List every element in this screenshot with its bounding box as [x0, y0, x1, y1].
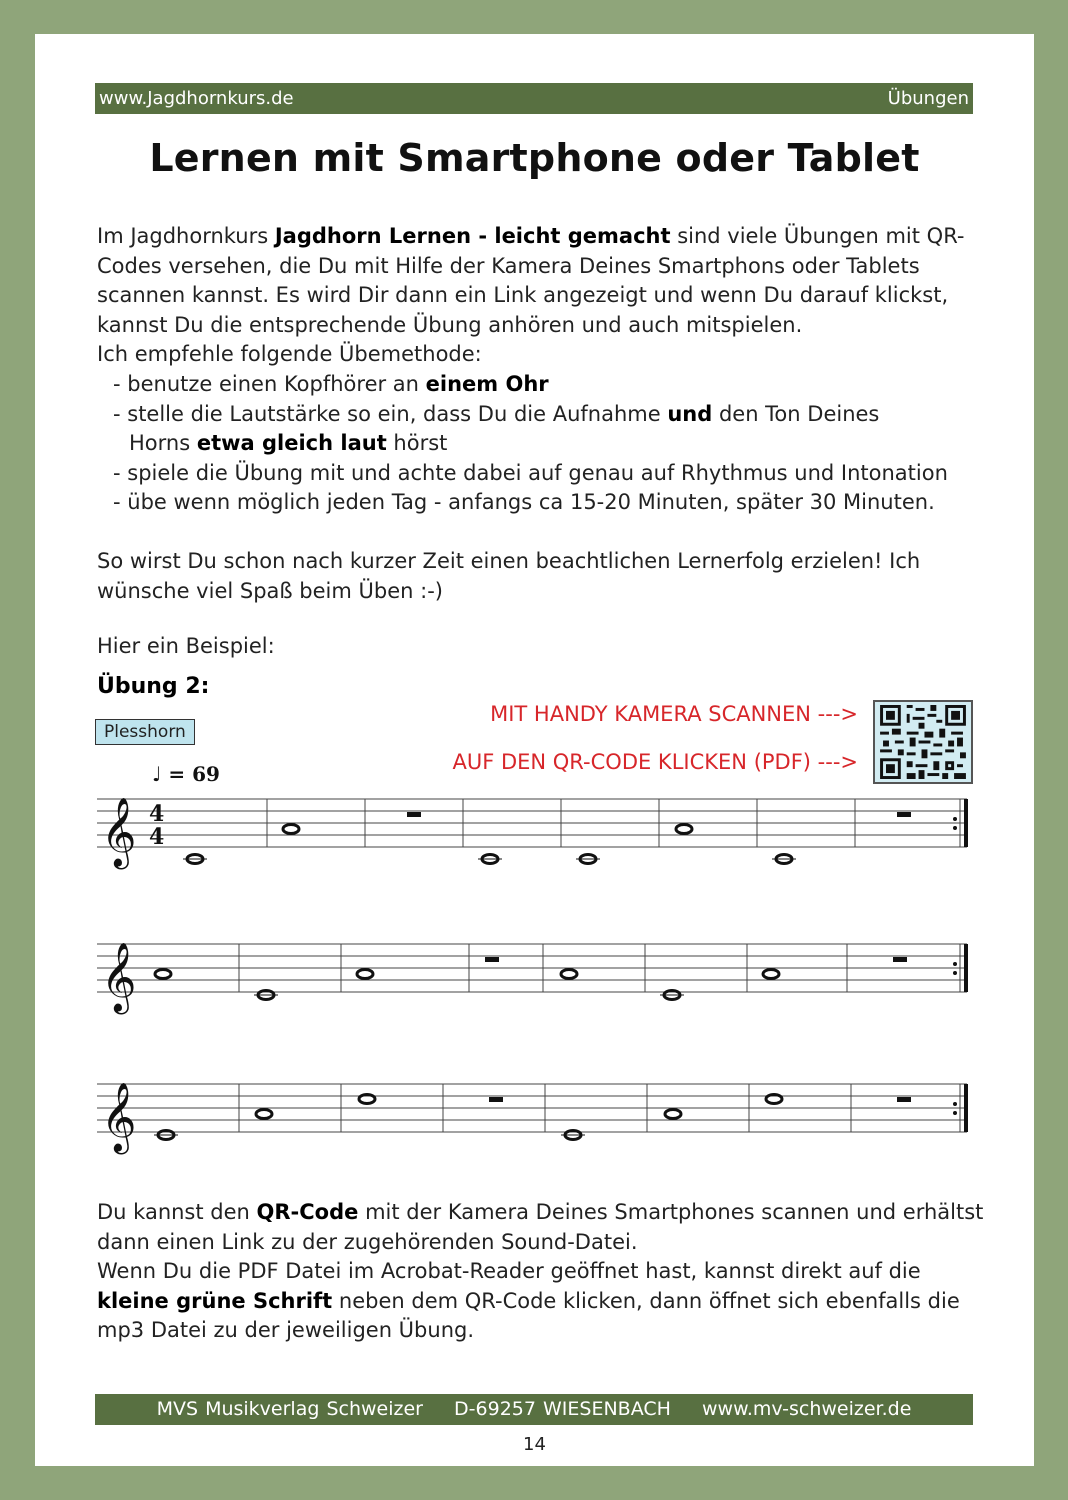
whole-rest — [897, 1097, 911, 1102]
whole-rest — [897, 812, 911, 817]
example-intro: Hier ein Beispiel: — [97, 634, 275, 659]
footer-address: D-69257 WIESENBACH — [454, 1398, 671, 1420]
music-staff — [97, 1069, 977, 1159]
footer-website-link[interactable]: www.mv-schweizer.de — [701, 1398, 912, 1420]
header-bar — [95, 83, 973, 114]
whole-rest — [893, 957, 907, 962]
whole-note — [561, 970, 577, 979]
header-website-link[interactable]: www.Jagdhornkurs.de — [99, 88, 294, 109]
exercise-label: Übung 2: — [97, 674, 210, 699]
whole-note — [665, 1110, 681, 1119]
whole-note — [763, 970, 779, 979]
list-item: - übe wenn möglich jeden Tag - anfangs ca 15-20 Minuten, später 30 Minuten. — [113, 490, 935, 515]
whole-note — [676, 825, 692, 834]
whole-note — [155, 970, 171, 979]
scan-hint-link[interactable]: MIT HANDY KAMERA SCANNEN ---> — [490, 702, 858, 726]
quarter-note-icon: ♩ — [152, 762, 162, 786]
music-staff — [97, 929, 977, 1019]
header-section: Übungen — [887, 88, 969, 109]
footer-publisher: MVS Musikverlag Schweizer — [156, 1398, 423, 1420]
whole-rest — [489, 1097, 503, 1102]
outro-paragraph: Wenn Du die PDF Datei im Acrobat-Reader geöffnet hast, kannst direkt auf die kleine grüne Schrift neben dem QR-Code klicken, dann öffnet sich ebenfalls die mp3 Datei zu der jeweiligen Übung. — [97, 1259, 960, 1343]
whole-note — [283, 825, 299, 834]
tempo-value: = 69 — [168, 762, 220, 786]
footer-bar — [95, 1394, 973, 1425]
page-number: 14 — [523, 1434, 546, 1455]
intro-paragraph: Im Jagdhornkurs Jagdhorn Lernen - leicht gemacht sind viele Übungen mit QR-Codes versehen, die Du mit Hilfe der Kamera Deines Smartphons oder Tablets scannen kannst. Es wird Dir dann ein Link angezeigt und wenn Du darauf klickst, kannst Du die entsprechende Übung anhören und auch mitspielen. — [97, 224, 965, 337]
whole-note — [359, 1095, 375, 1104]
motivation-paragraph: So wirst Du schon nach kurzer Zeit einen beachtlichen Lernerfolg erzielen! Ich wünsche viel Spaß beim Üben :-) — [97, 548, 921, 603]
outro-paragraph: Du kannst den QR-Code mit der Kamera Deines Smartphones scannen und erhältst dann einen Link zu der zugehörenden Sound-Datei. — [97, 1200, 984, 1254]
treble-clef-icon: 𝄞 — [101, 797, 137, 867]
whole-rest — [485, 957, 499, 962]
time-signature-top: 4 — [149, 801, 165, 827]
whole-note — [766, 1095, 782, 1104]
treble-clef-icon: 𝄞 — [101, 1082, 137, 1152]
page-title: Lernen mit Smartphone oder Tablet — [149, 136, 920, 180]
method-heading: Ich empfehle folgende Übemethode: — [97, 342, 482, 367]
page — [35, 34, 1034, 1466]
click-hint-link[interactable]: AUF DEN QR-CODE KLICKEN (PDF) ---> — [452, 750, 858, 774]
time-signature-bottom: 4 — [149, 824, 165, 850]
list-item: - spiele die Übung mit und achte dabei auf genau auf Rhythmus und Intonation — [113, 460, 948, 485]
tempo-marking — [152, 762, 220, 786]
music-staff — [97, 784, 977, 874]
whole-note — [256, 1110, 272, 1119]
whole-note — [357, 970, 373, 979]
list-item: - benutze einen Kopfhörer an einem Ohr — [113, 371, 549, 396]
outro-text — [97, 1198, 997, 1346]
instrument-badge: Plesshorn — [95, 719, 195, 745]
intro-text — [97, 222, 997, 662]
whole-rest — [407, 812, 421, 817]
list-item: - stelle die Lautstärke so ein, dass Du die Aufnahme und den Ton Deines — [113, 401, 880, 426]
qr-code-icon — [880, 705, 966, 779]
treble-clef-icon: 𝄞 — [101, 942, 137, 1012]
list-item-continuation: Horns etwa gleich laut hörst — [129, 431, 448, 456]
qr-code[interactable] — [873, 700, 973, 784]
